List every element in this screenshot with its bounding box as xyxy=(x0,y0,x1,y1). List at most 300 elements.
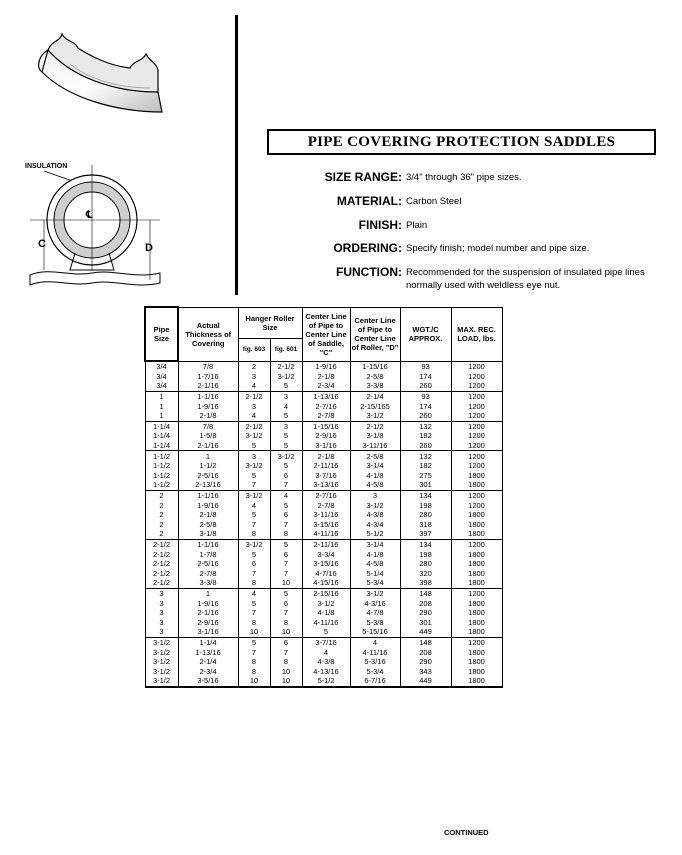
table-cell: 2-3/4 xyxy=(302,381,350,391)
table-row xyxy=(145,411,502,421)
table-cell: 3-13/16 xyxy=(302,480,350,490)
table-cell: 3-1/2 xyxy=(238,490,270,500)
spec-value: Recommended for the suspension of insulated pipe lines normally used with weldless eye nut. xyxy=(406,267,645,291)
table-cell: 1-1/16 xyxy=(178,391,238,401)
table-cell: 3-1/2 xyxy=(238,461,270,471)
table-cell: 4 xyxy=(302,647,350,657)
table-cell: 1-1/16 xyxy=(178,539,238,549)
saddle-illustration xyxy=(30,20,170,120)
table-cell: 1800 xyxy=(451,529,502,539)
table-row xyxy=(145,666,502,676)
table-cell: 4 xyxy=(270,401,302,411)
table-cell: 2-5/16 xyxy=(178,471,238,481)
spec-value: 3/4" through 36" pipe sizes. xyxy=(406,172,522,183)
vertical-divider xyxy=(235,15,238,295)
table-cell: 5-1/2 xyxy=(350,529,400,539)
table-cell: 2-15/165 xyxy=(350,401,400,411)
table-cell: 3-1/2 xyxy=(270,451,302,461)
table-cell: 2-1/2 xyxy=(145,559,178,569)
table-cell: 2-15/16 xyxy=(302,588,350,598)
dimension-d-label: D xyxy=(145,242,153,254)
table-cell: 1-1/2 xyxy=(145,480,178,490)
table-cell: 1 xyxy=(145,411,178,421)
table-cell: 8 xyxy=(270,657,302,667)
table-cell: 3-1/2 xyxy=(145,657,178,667)
table-row xyxy=(145,637,502,647)
table-cell: 3-3/8 xyxy=(178,578,238,588)
table-cell: 182 xyxy=(400,461,451,471)
table-cell: 3-1/16 xyxy=(178,627,238,637)
table-cell: 134 xyxy=(400,490,451,500)
table-cell: 1800 xyxy=(451,676,502,687)
table-cell: 7 xyxy=(270,520,302,530)
table-cell: 290 xyxy=(400,657,451,667)
table-cell: 3 xyxy=(145,588,178,598)
table-cell: 1800 xyxy=(451,647,502,657)
table-cell: 1-1/2 xyxy=(145,461,178,471)
table-cell: 1200 xyxy=(451,500,502,510)
table-cell: 10 xyxy=(270,666,302,676)
table-row xyxy=(145,627,502,637)
table-cell: 1200 xyxy=(451,401,502,411)
table-cell: 4-3/16 xyxy=(350,598,400,608)
table-cell: 318 xyxy=(400,520,451,530)
table-cell: 2-1/2 xyxy=(145,539,178,549)
table-cell: 134 xyxy=(400,539,451,549)
table-cell: 5 xyxy=(302,627,350,637)
table-row xyxy=(145,598,502,608)
table-row xyxy=(145,480,502,490)
table-cell: 3-1/2 xyxy=(145,637,178,647)
table-cell: 1-9/16 xyxy=(178,500,238,510)
table-cell: 6 xyxy=(270,549,302,559)
table-cell: 5 xyxy=(238,549,270,559)
table-cell: 3-1/16 xyxy=(302,441,350,451)
table-cell: 2-1/8 xyxy=(302,451,350,461)
table-cell: 1-1/2 xyxy=(145,451,178,461)
table-cell: 1 xyxy=(145,391,178,401)
spec-label: MATERIAL: xyxy=(336,194,402,208)
table-cell: 1-15/16 xyxy=(350,361,400,372)
table-cell: 7 xyxy=(238,647,270,657)
table-cell: 6 xyxy=(270,510,302,520)
table-row xyxy=(145,608,502,618)
table-cell: 1800 xyxy=(451,598,502,608)
table-row xyxy=(145,520,502,530)
continued-label: CONTINUED xyxy=(444,828,489,837)
table-cell: 5 xyxy=(270,588,302,598)
table-cell: 1-15/16 xyxy=(302,421,350,431)
table-cell: 4 xyxy=(238,411,270,421)
table-cell: 2-1/8 xyxy=(302,372,350,382)
table-cell: 5 xyxy=(270,431,302,441)
table-cell: 4-13/16 xyxy=(302,666,350,676)
table-cell: 1-13/16 xyxy=(178,647,238,657)
table-cell: 2-3/4 xyxy=(178,666,238,676)
table-cell: 1200 xyxy=(451,441,502,451)
table-cell: 2-9/16 xyxy=(178,617,238,627)
table-cell: 174 xyxy=(400,372,451,382)
table-cell: 3-11/16 xyxy=(302,510,350,520)
table-cell: 3-3/8 xyxy=(350,381,400,391)
table-cell: 4 xyxy=(350,637,400,647)
table-cell: 10 xyxy=(270,676,302,687)
table-cell: 5-3/16 xyxy=(350,657,400,667)
spec-value: Plain xyxy=(406,220,428,231)
table-cell: 2-11/16 xyxy=(302,461,350,471)
table-row xyxy=(145,568,502,578)
table-cell: 1200 xyxy=(451,539,502,549)
table-cell: 10 xyxy=(238,676,270,687)
table-cell: 1 xyxy=(178,588,238,598)
table-cell: 2-1/2 xyxy=(238,391,270,401)
table-cell: 2-1/4 xyxy=(178,657,238,667)
table-cell: 5 xyxy=(238,598,270,608)
table-cell: 8 xyxy=(270,617,302,627)
spec-label: ORDERING: xyxy=(333,241,402,255)
table-cell: 3-1/8 xyxy=(178,529,238,539)
table-cell: 7 xyxy=(270,559,302,569)
table-cell: 1800 xyxy=(451,627,502,637)
table-cell: 7 xyxy=(238,608,270,618)
table-cell: 1200 xyxy=(451,461,502,471)
table-cell: 1200 xyxy=(451,421,502,431)
table-cell: 132 xyxy=(400,451,451,461)
table-cell: 343 xyxy=(400,666,451,676)
table-cell: 4-7/16 xyxy=(302,568,350,578)
header-hanger-roller: Hanger Roller Size xyxy=(238,307,302,338)
table-cell: 182 xyxy=(400,431,451,441)
table-cell: 1-5/8 xyxy=(178,431,238,441)
table-cell: 3 xyxy=(145,627,178,637)
table-row xyxy=(145,588,502,598)
table-cell: 2-1/2 xyxy=(350,421,400,431)
table-cell: 4-15/16 xyxy=(302,578,350,588)
table-cell: 7 xyxy=(238,568,270,578)
table-cell: 1800 xyxy=(451,578,502,588)
table-cell: 10 xyxy=(270,627,302,637)
table-cell: 6 xyxy=(270,637,302,647)
table-cell: 3-15/16 xyxy=(302,520,350,530)
table-cell: 3-5/16 xyxy=(178,676,238,687)
table-cell: 1-7/16 xyxy=(178,372,238,382)
table-cell: 6-7/16 xyxy=(350,676,400,687)
table-cell: 2-7/16 xyxy=(302,490,350,500)
table-cell: 301 xyxy=(400,617,451,627)
table-cell: 3-3/4 xyxy=(302,549,350,559)
table-cell: 3 xyxy=(350,490,400,500)
table-row xyxy=(145,441,502,451)
table-cell: 3 xyxy=(238,372,270,382)
table-cell: 4-3/4 xyxy=(350,520,400,530)
table-cell: 8 xyxy=(238,666,270,676)
table-row xyxy=(145,401,502,411)
table-cell: 3-1/2 xyxy=(350,411,400,421)
table-cell: 7 xyxy=(270,480,302,490)
saddle-section-diagram xyxy=(20,155,195,295)
table-cell: 2-7/16 xyxy=(302,401,350,411)
table-cell: 5 xyxy=(238,637,270,647)
table-cell: 3-1/4 xyxy=(350,539,400,549)
table-row xyxy=(145,647,502,657)
table-cell: 5 xyxy=(238,471,270,481)
table-row xyxy=(145,657,502,667)
table-row xyxy=(145,578,502,588)
page-title: PIPE COVERING PROTECTION SADDLES xyxy=(307,133,616,150)
table-cell: 3-1/4 xyxy=(350,461,400,471)
table-cell: 1-1/4 xyxy=(145,421,178,431)
table-cell: 1-1/4 xyxy=(145,441,178,451)
table-cell: 5-15/16 xyxy=(350,627,400,637)
table-cell: 7/8 xyxy=(178,361,238,372)
table-cell: 8 xyxy=(238,657,270,667)
table-cell: 290 xyxy=(400,608,451,618)
table-cell: 1800 xyxy=(451,608,502,618)
table-cell: 2-7/8 xyxy=(178,568,238,578)
table-cell: 7 xyxy=(238,480,270,490)
table-cell: 1-1/4 xyxy=(178,637,238,647)
table-row xyxy=(145,372,502,382)
table-row xyxy=(145,471,502,481)
table-cell: 2-1/8 xyxy=(178,411,238,421)
table-cell: 5-3/4 xyxy=(350,578,400,588)
table-cell: 93 xyxy=(400,391,451,401)
table-cell: 3-1/2 xyxy=(302,598,350,608)
table-cell: 1 xyxy=(145,401,178,411)
table-cell: 4-3/8 xyxy=(350,510,400,520)
table-cell: 8 xyxy=(270,529,302,539)
table-cell: 1800 xyxy=(451,549,502,559)
table-row xyxy=(145,490,502,500)
table-row xyxy=(145,381,502,391)
table-cell: 1200 xyxy=(451,451,502,461)
table-cell: 280 xyxy=(400,559,451,569)
table-cell: 1800 xyxy=(451,568,502,578)
table-cell: 1-1/4 xyxy=(145,431,178,441)
table-cell: 3-1/2 xyxy=(270,372,302,382)
table-cell: 1800 xyxy=(451,617,502,627)
table-cell: 198 xyxy=(400,549,451,559)
table-cell: 1800 xyxy=(451,510,502,520)
table-cell: 2-1/2 xyxy=(145,578,178,588)
table-cell: 10 xyxy=(270,578,302,588)
table-cell: 1200 xyxy=(451,588,502,598)
table-cell: 3-7/16 xyxy=(302,637,350,647)
dimension-c-label: C xyxy=(38,238,46,250)
table-cell: 4-1/8 xyxy=(350,549,400,559)
spec-ordering xyxy=(250,241,670,255)
table-cell: 5-1/2 xyxy=(302,676,350,687)
insulation-label: INSULATION xyxy=(25,163,68,170)
table-cell: 4-3/8 xyxy=(302,657,350,667)
table-cell: 2-7/8 xyxy=(302,411,350,421)
table-cell: 3 xyxy=(238,451,270,461)
table-cell: 2-7/8 xyxy=(302,500,350,510)
table-cell: 3/4 xyxy=(145,361,178,372)
table-cell: 2 xyxy=(145,490,178,500)
spec-value: Carbon Steel xyxy=(406,196,462,207)
table-cell: 1-9/16 xyxy=(302,361,350,372)
table-body xyxy=(145,361,502,687)
table-cell: 320 xyxy=(400,568,451,578)
header-cl-roller: Center Line of Pipe to Center Line of Roller, "D" xyxy=(350,307,400,361)
table-cell: 260 xyxy=(400,411,451,421)
table-cell: 4-5/8 xyxy=(350,559,400,569)
table-cell: 3-1/2 xyxy=(238,431,270,441)
table-cell: 4 xyxy=(270,490,302,500)
table-cell: 1200 xyxy=(451,361,502,372)
header-fig601: fig. 601 xyxy=(270,338,302,361)
table-cell: 3 xyxy=(145,598,178,608)
table-row xyxy=(145,451,502,461)
table-cell: 5 xyxy=(270,411,302,421)
table-row xyxy=(145,500,502,510)
table-cell: 1800 xyxy=(451,666,502,676)
table-cell: 8 xyxy=(238,617,270,627)
table-cell: 1 xyxy=(178,451,238,461)
table-cell: 3/4 xyxy=(145,381,178,391)
table-cell: 2 xyxy=(145,520,178,530)
table-cell: 2-11/16 xyxy=(302,539,350,549)
table-cell: 7 xyxy=(238,520,270,530)
table-cell: 2 xyxy=(145,510,178,520)
table-row xyxy=(145,549,502,559)
table-cell: 1800 xyxy=(451,471,502,481)
table-cell: 1-1/16 xyxy=(178,490,238,500)
table-cell: 174 xyxy=(400,401,451,411)
table-cell: 1800 xyxy=(451,520,502,530)
table-cell: 3 xyxy=(145,608,178,618)
header-weight: WGT./C APPROX. xyxy=(400,307,451,361)
table-row xyxy=(145,676,502,687)
table-cell: 6 xyxy=(238,559,270,569)
table-cell: 2-1/16 xyxy=(178,608,238,618)
table-cell: 148 xyxy=(400,637,451,647)
table-cell: 1-13/16 xyxy=(302,391,350,401)
table-cell: 7 xyxy=(270,647,302,657)
header-cl-saddle: Center Line of Pipe to Center Line of Saddle, "C" xyxy=(302,307,350,361)
table-cell: 198 xyxy=(400,500,451,510)
table-cell: 1-9/16 xyxy=(178,401,238,411)
spec-material xyxy=(250,194,670,208)
table-cell: 3 xyxy=(145,617,178,627)
table-cell: 208 xyxy=(400,647,451,657)
table-cell: 5 xyxy=(238,510,270,520)
saddle-spec-table xyxy=(144,306,503,688)
table-cell: 398 xyxy=(400,578,451,588)
table-cell: 1200 xyxy=(451,411,502,421)
table-cell: 3 xyxy=(270,391,302,401)
table-cell: 5-3/4 xyxy=(350,666,400,676)
spec-value: Specify finish; model number and pipe size. xyxy=(406,243,590,254)
table-cell: 7 xyxy=(270,608,302,618)
table-cell: 397 xyxy=(400,529,451,539)
table-cell: 1800 xyxy=(451,559,502,569)
header-fig603: fig. 603 xyxy=(238,338,270,361)
table-cell: 4-11/16 xyxy=(350,647,400,657)
table-cell: 449 xyxy=(400,676,451,687)
spec-size-range xyxy=(250,170,670,184)
table-cell: 3-15/16 xyxy=(302,559,350,569)
spec-function xyxy=(250,265,670,292)
table-cell: 4-7/8 xyxy=(350,608,400,618)
table-cell: 7 xyxy=(270,568,302,578)
table-row xyxy=(145,391,502,401)
table-cell: 2-1/16 xyxy=(178,381,238,391)
table-cell: 2-9/16 xyxy=(302,431,350,441)
title-box xyxy=(267,129,656,155)
table-cell: 4-5/8 xyxy=(350,480,400,490)
table-cell: 3-1/2 xyxy=(145,666,178,676)
table-cell: 3-1/8 xyxy=(350,431,400,441)
table-cell: 275 xyxy=(400,471,451,481)
table-cell: 280 xyxy=(400,510,451,520)
table-cell: 132 xyxy=(400,421,451,431)
table-cell: 3-1/2 xyxy=(145,676,178,687)
table-cell: 2-1/2 xyxy=(145,568,178,578)
table-cell: 2 xyxy=(145,529,178,539)
table-cell: 3 xyxy=(270,421,302,431)
table-cell: 2-1/2 xyxy=(145,549,178,559)
header-max-load: MAX. REC. LOAD, lbs. xyxy=(451,307,502,361)
table-cell: 4 xyxy=(238,588,270,598)
header-thickness: Actual Thickness of Covering xyxy=(178,307,238,361)
table-row xyxy=(145,431,502,441)
table-cell: 4-11/16 xyxy=(302,617,350,627)
table-cell: 1200 xyxy=(451,431,502,441)
table-cell: 5 xyxy=(270,539,302,549)
table-cell: 5 xyxy=(270,441,302,451)
table-cell: 4 xyxy=(238,500,270,510)
centerline-label: ℄ xyxy=(86,210,93,221)
table-cell: 2-1/2 xyxy=(270,361,302,372)
table-row xyxy=(145,617,502,627)
table-cell: 4-1/8 xyxy=(350,471,400,481)
table-cell: 3/4 xyxy=(145,372,178,382)
table-cell: 2 xyxy=(238,361,270,372)
table-cell: 449 xyxy=(400,627,451,637)
table-cell: 5-3/8 xyxy=(350,617,400,627)
spec-label: SIZE RANGE: xyxy=(324,170,402,184)
table-cell: 2-1/2 xyxy=(238,421,270,431)
table-cell: 1200 xyxy=(451,381,502,391)
table-cell: 7/8 xyxy=(178,421,238,431)
table-cell: 2-1/8 xyxy=(178,510,238,520)
table-cell: 6 xyxy=(270,598,302,608)
table-cell: 5 xyxy=(270,461,302,471)
table-cell: 2-5/8 xyxy=(350,372,400,382)
table-cell: 2 xyxy=(145,500,178,510)
table-cell: 3-1/2 xyxy=(145,647,178,657)
table-cell: 301 xyxy=(400,480,451,490)
table-row xyxy=(145,461,502,471)
table-cell: 1800 xyxy=(451,480,502,490)
table-cell: 148 xyxy=(400,588,451,598)
table-cell: 1-1/2 xyxy=(145,471,178,481)
table-cell: 2-5/8 xyxy=(350,451,400,461)
table-row xyxy=(145,421,502,431)
table-cell: 1-1/2 xyxy=(178,461,238,471)
table-cell: 2-13/16 xyxy=(178,480,238,490)
table-cell: 5 xyxy=(270,500,302,510)
table-cell: 3-1/2 xyxy=(350,588,400,598)
table-row xyxy=(145,559,502,569)
table-cell: 2-5/8 xyxy=(178,520,238,530)
table-cell: 1-9/16 xyxy=(178,598,238,608)
header-pipe-size: Pipe Size xyxy=(145,307,178,361)
table-cell: 208 xyxy=(400,598,451,608)
table-cell: 3-11/16 xyxy=(350,441,400,451)
